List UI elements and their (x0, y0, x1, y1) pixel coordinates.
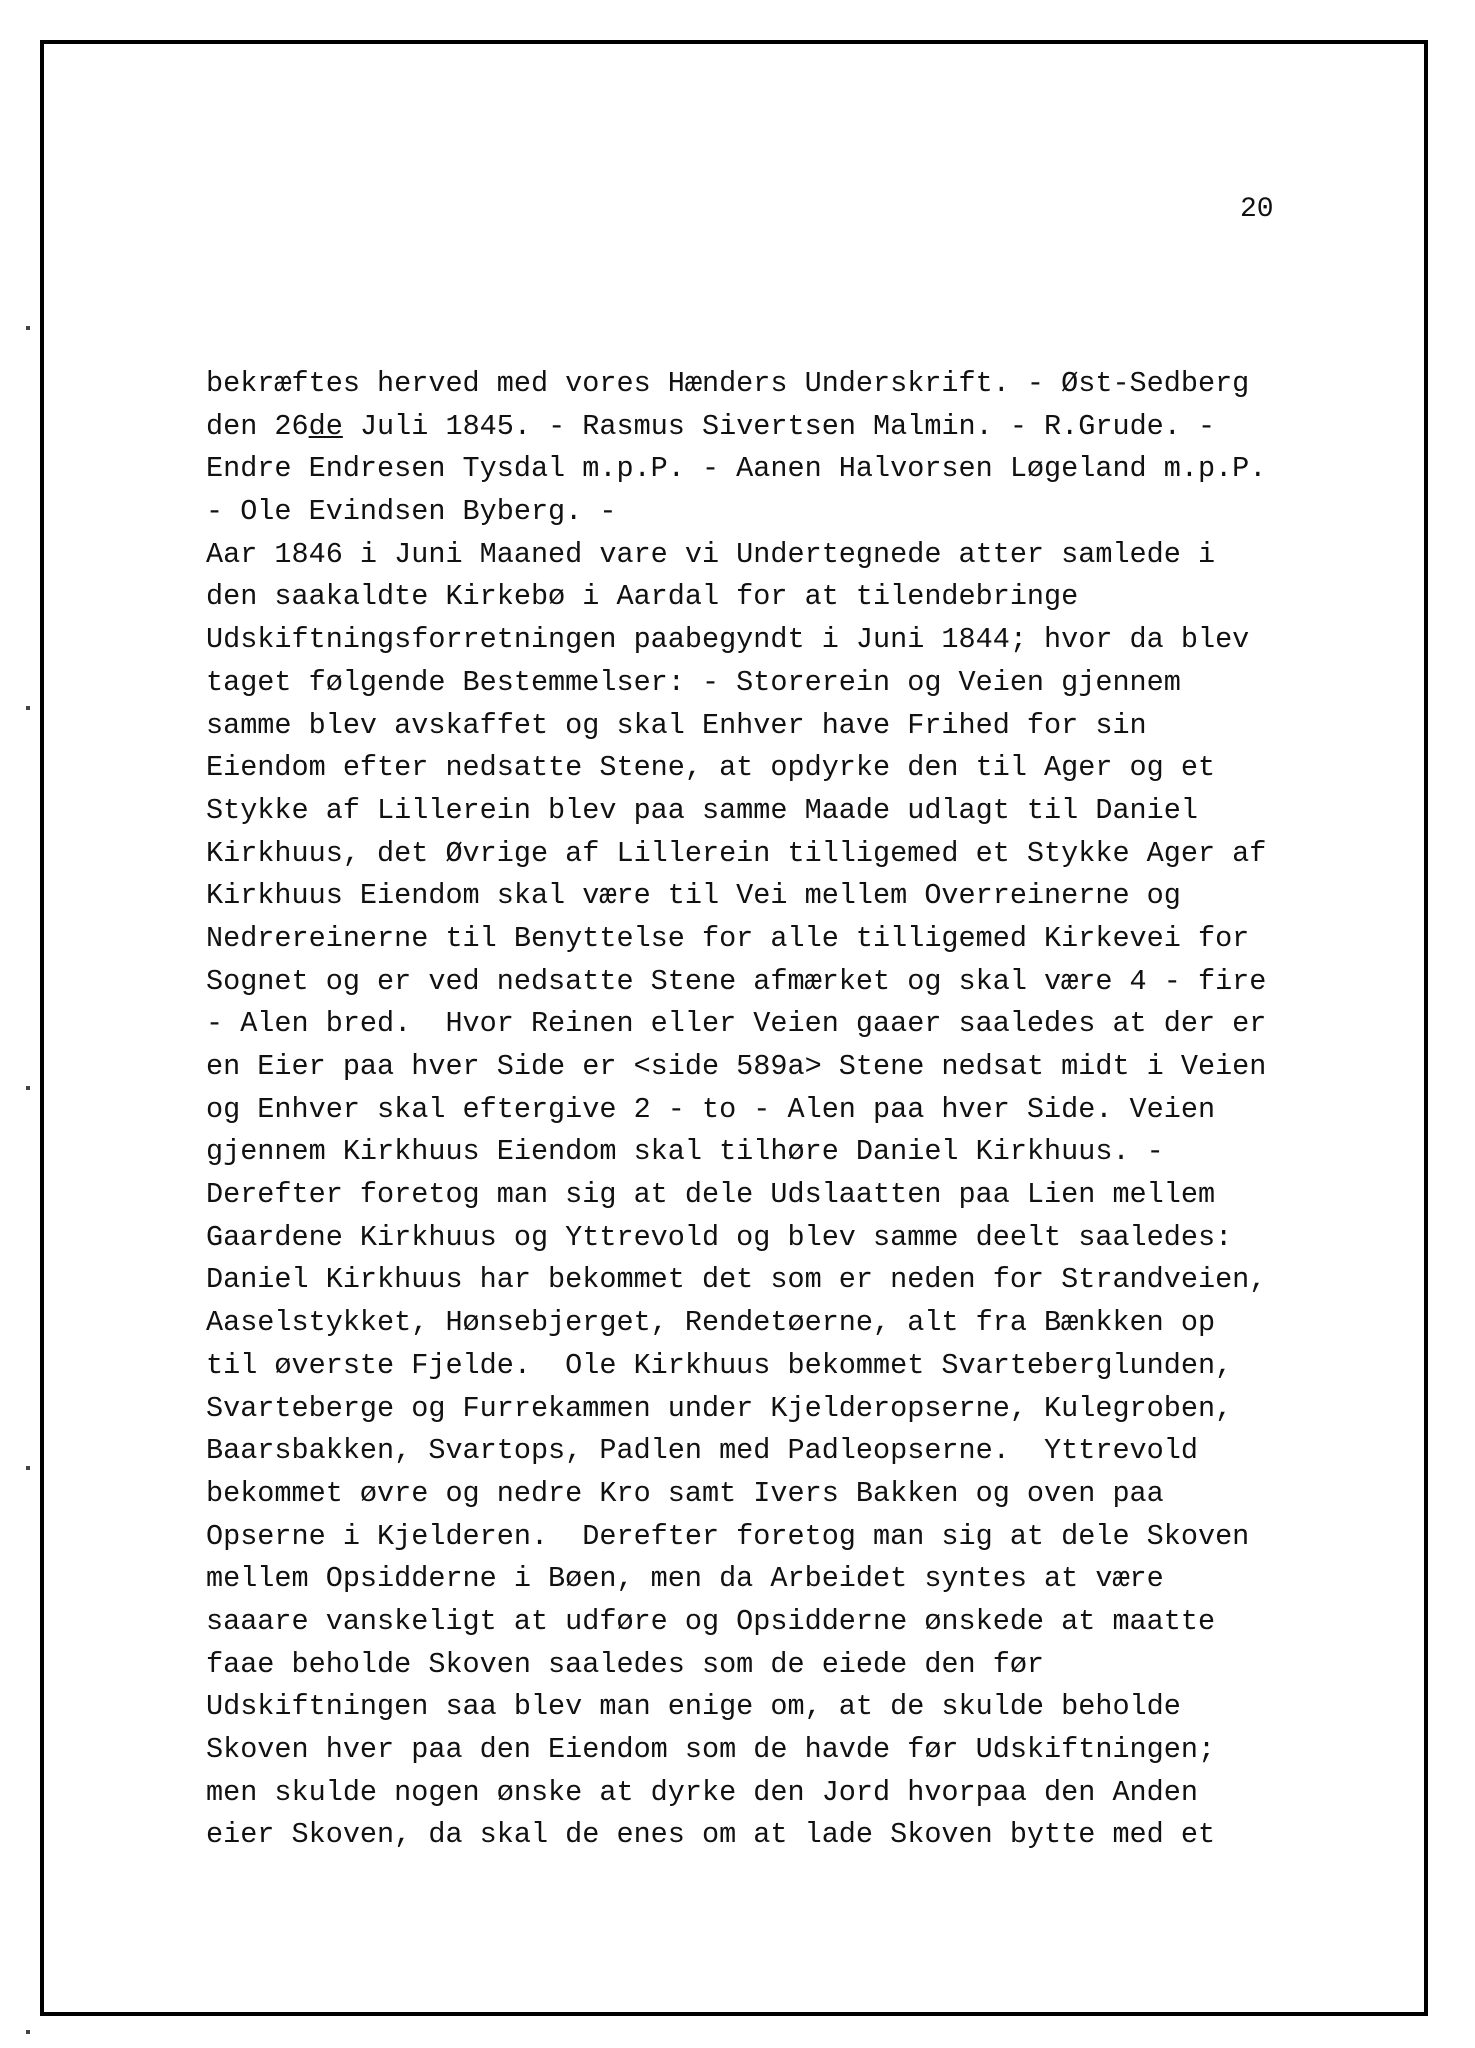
text-line: Kirkhuus Eiendom skal være til Vei mellem Overreinerne og (206, 879, 1181, 913)
scan-edge-mark (26, 1466, 30, 1470)
scan-edge-mark (26, 326, 30, 330)
text-line: taget følgende Bestemmelser: - Storerein og Veien gjennem (206, 665, 1181, 699)
scan-edge-mark (26, 706, 30, 710)
text-line: men skulde nogen ønske at dyrke den Jord hvorpaa den Anden (206, 1775, 1198, 1809)
text-line: saaare vanskeligt at udføre og Opsidderne ønskede at maatte (206, 1604, 1216, 1638)
text-line: Nedrereinerne til Benyttelse for alle tilligemed Kirkevei for (206, 921, 1250, 955)
text-line: gjennem Kirkhuus Eiendom skal tilhøre Daniel Kirkhuus. - (206, 1135, 1164, 1169)
text-line: Kirkhuus, det Øvrige af Lillerein tilligemed et Stykke Ager af (206, 836, 1267, 870)
text-line: en Eier paa hver Side er <side 589a> Stene nedsat midt i Veien (206, 1050, 1267, 1083)
text-segment: Juli 1845. - Rasmus Sivertsen Malmin. - R.Grude. - (342, 409, 1216, 443)
scan-edge-mark (26, 2030, 30, 2034)
text-line: Daniel Kirkhuus har bekommet det som er neden for Strandveien, (206, 1263, 1267, 1297)
text-line: Aar 1846 i Juni Maaned vare vi Undertegnede atter samlede i (206, 537, 1216, 571)
text-line: - Ole Evindsen Byberg. - (206, 495, 617, 529)
text-line: Udskiftningen saa blev man enige om, at de skulde beholde (206, 1690, 1181, 1724)
text-line: eier Skoven, da skal de enes om at lade Skoven bytte med et (206, 1818, 1216, 1852)
scan-edge-mark (26, 1086, 30, 1090)
text-line: Derefter foretog man sig at dele Udslaatten paa Lien mellem (206, 1178, 1216, 1212)
text-line: bekræftes herved med vores Hænders Underskrift. - Øst-Sedberg (206, 367, 1250, 400)
document-body (206, 363, 1266, 1857)
text-line: faae beholde Skoven saaledes som de eiede den før (206, 1647, 1045, 1681)
text-line: Baarsbakken, Svartops, Padlen med Padleopserne. Yttrevold (206, 1434, 1198, 1468)
text-line: Svarteberge og Furrekammen under Kjelderopserne, Kulegroben, (206, 1391, 1233, 1425)
text-line: Aaselstykket, Hønsebjerget, Rendetøerne, alt fra Bænkken op (206, 1306, 1216, 1340)
page-number: 20 (1240, 194, 1274, 225)
text-line: Sognet og er ved nedsatte Stene afmærket og skal være 4 - fire (206, 964, 1267, 998)
text-line: - Alen bred. Hvor Reinen eller Veien gaaer saaledes at der er (206, 1007, 1267, 1041)
text-line: Eiendom efter nedsatte Stene, at opdyrke den til Ager og et (206, 751, 1216, 785)
text-line: mellem Opsidderne i Bøen, men da Arbeidet syntes at være (206, 1562, 1164, 1596)
text-line: Opserne i Kjelderen. Derefter foretog man sig at dele Skoven (206, 1519, 1250, 1553)
text-line: til øverste Fjelde. Ole Kirkhuus bekommet Svarteberglunden, (206, 1348, 1233, 1382)
text-line: Udskiftningsforretningen paabegyndt i Juni 1844; hvor da blev (206, 623, 1250, 657)
underlined-text: de (308, 409, 343, 443)
text-line: og Enhver skal eftergive 2 - to - Alen paa hver Side. Veien (206, 1092, 1216, 1126)
text-line: Stykke af Lillerein blev paa samme Maade udlagt til Daniel (206, 793, 1198, 827)
text-line: bekommet øvre og nedre Kro samt Ivers Bakken og oven paa (206, 1476, 1164, 1510)
text-line: samme blev avskaffet og skal Enhver have Frihed for sin (206, 708, 1147, 742)
text-line: den saakaldte Kirkebø i Aardal for at tilendebringe (206, 580, 1079, 614)
text-line-with-underline (206, 406, 1266, 449)
text-line: Endre Endresen Tysdal m.p.P. - Aanen Halvorsen Løgeland m.p.P. (206, 452, 1267, 486)
text-line: Skoven hver paa den Eiendom som de havde før Udskiftningen; (206, 1733, 1216, 1766)
text-line: Gaardene Kirkhuus og Yttrevold og blev samme deelt saaledes: (206, 1220, 1233, 1254)
text-segment: den 26 (206, 409, 309, 443)
